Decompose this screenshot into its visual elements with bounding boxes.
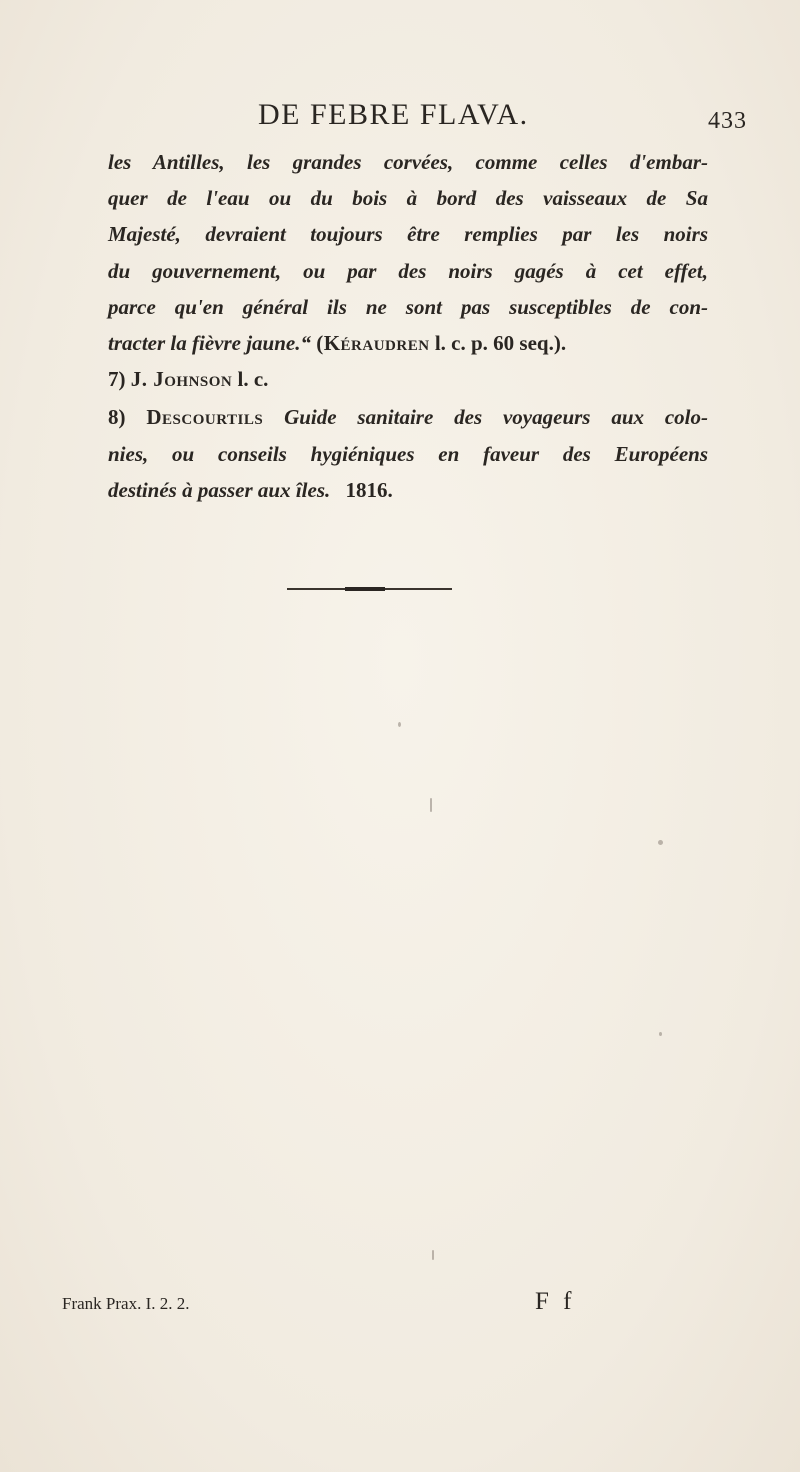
footnote-8-title-line-3: destinés à passer aux îles.: [108, 477, 331, 502]
footnote-8: [108, 399, 708, 435]
paper-speck: [658, 840, 663, 845]
footnote-8-title-line-1: Guide sanitaire des voyageurs aux colo-: [284, 405, 709, 430]
footnote-8-author: Descourtils: [146, 405, 264, 430]
paper-speck: [659, 1032, 662, 1036]
footnote-8-title-line-2: nies, ou conseils hygiéniques en faveur des Européens: [108, 441, 708, 466]
text-line-5: parce qu'en général ils ne sont pas susceptibles de con-: [108, 294, 708, 319]
footnote-8-number: 8): [108, 405, 126, 430]
footnote-7: [108, 361, 708, 397]
paper-speck: [432, 1250, 434, 1260]
footnote-7-author: J. Johnson: [130, 367, 233, 392]
paper-speck: [398, 722, 401, 727]
footnote-8-line-3: [108, 472, 708, 508]
text-line-4: du gouvernement, ou par des noirs gagés à cet effet,: [108, 258, 708, 283]
footnote-8-year: 1816.: [345, 477, 393, 502]
footnote-7-locus: l. c.: [237, 367, 269, 392]
text-line-6: [108, 325, 708, 361]
running-head: DE FEBRE FLAVA.: [258, 98, 529, 131]
text-line-3: Majesté, devraient toujours être remplies par les noirs: [108, 222, 708, 247]
citation-locus: l. c. p. 60 seq.).: [434, 330, 567, 355]
text-line-2: quer de l'eau ou du bois à bord des vaisseaux de Sa: [108, 186, 708, 211]
section-rule: [287, 588, 452, 590]
citation-author-keraudren: (Kéraudren: [316, 330, 430, 355]
gathering-signature: F f: [535, 1288, 576, 1315]
printer-signature: Frank Prax. I. 2. 2.: [62, 1294, 190, 1313]
page-number: 433: [708, 108, 747, 134]
body-text: [108, 144, 708, 508]
paper-speck: [430, 798, 432, 812]
footnote-7-number: 7): [108, 367, 126, 392]
text-line-1: les Antilles, les grandes corvées, comme celles d'embar-: [108, 150, 708, 174]
text-line-6-italic: tracter la fièvre jaune.“: [108, 330, 311, 355]
